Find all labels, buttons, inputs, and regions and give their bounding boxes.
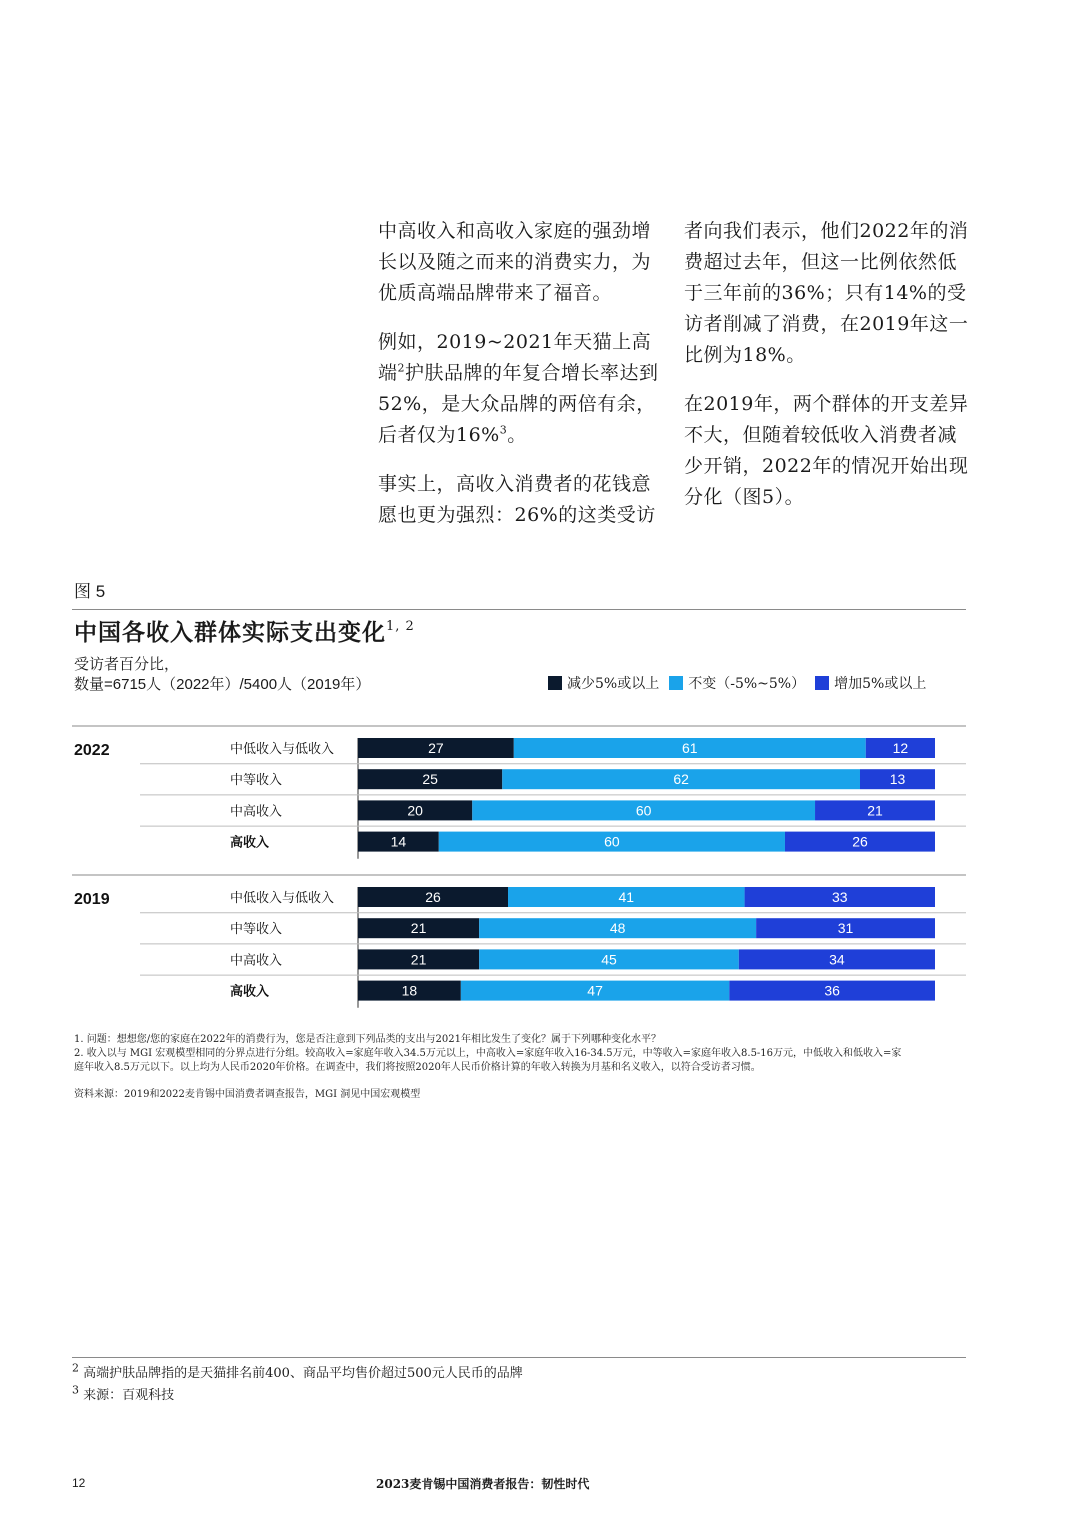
bar-value-label: 20 <box>407 802 423 819</box>
row-category-label: 中等收入 <box>230 773 283 789</box>
bar-value-label: 61 <box>681 740 698 756</box>
group-year-label: 2019 <box>74 891 110 908</box>
footnote-ref: 3 <box>499 423 508 437</box>
legend-swatch <box>548 676 562 690</box>
stacked-bar-chart <box>0 720 1080 1020</box>
bar-value-label: 45 <box>601 951 617 968</box>
row-category-label: 中低收入与低收入 <box>230 742 335 757</box>
chart-title: 中国各收入群体实际支出变化$^{1, 2}$ <box>74 619 415 646</box>
paragraph: 中高收入和高收入家庭的强劲增长以及随之而来的消费实力，为优质高端品牌带来了福音。 <box>378 220 652 304</box>
bar-value-label: 31 <box>837 920 854 937</box>
chart-source: 资料来源：2019和2022麦肯锡中国消费者调查报告，MGI 洞见中国宏观模型 <box>74 1089 421 1100</box>
chart-title-sup: 1, 2 <box>386 619 415 634</box>
bar-value-label: 60 <box>635 802 652 819</box>
footnote-3: $^3$ 来源：百观科技 <box>72 1383 175 1403</box>
row-category-label: 中高收入 <box>230 804 283 820</box>
bar-value-label: 36 <box>824 982 840 999</box>
footnote-ref: 2 <box>397 361 406 375</box>
bar-value-label: 21 <box>410 951 427 968</box>
bar-value-label: 14 <box>390 833 407 850</box>
paragraph: 者向我们表示，他们2022年的消费超过去年，但这一比例依然低于三年前的36%；只有14%的受访者削减了消费，在2019年这一比例为18%。 <box>684 220 969 366</box>
bar-value-label: 27 <box>428 740 444 756</box>
figure-top-rule <box>72 609 966 610</box>
footnote-2: $^2$ 高端护肤品牌指的是天猫排名前400、商品平均售价超过500元人民币的品牌 <box>72 1361 523 1381</box>
figure-label: 图 5 <box>74 582 106 601</box>
paragraph: 事实上，高收入消费者的花钱意愿也更为强烈：26%的这类受访 <box>378 473 656 526</box>
legend-swatch <box>669 676 683 690</box>
bar-value-label: 47 <box>587 982 603 999</box>
bar-value-label: 26 <box>425 889 441 905</box>
bar-value-label: 18 <box>401 982 418 999</box>
bar-value-label: 48 <box>609 920 626 937</box>
bar-value-label: 13 <box>889 771 906 788</box>
bar-value-label: 26 <box>852 833 868 850</box>
legend-swatch <box>815 676 829 690</box>
row-category-label: 中等收入 <box>230 922 283 938</box>
chart-sample-size: 数量=6715人（2022年）/5400人（2019年） <box>74 676 371 693</box>
row-category-label: 中低收入与低收入 <box>230 891 335 906</box>
bar-value-label: 34 <box>829 951 845 968</box>
chart-legend <box>548 673 926 693</box>
bar-value-label: 21 <box>867 802 883 819</box>
bar-value-label: 62 <box>673 771 689 788</box>
row-category-label: 高收入 <box>230 835 270 851</box>
page-number: 12 <box>72 1476 86 1490</box>
bar-value-label: 60 <box>604 833 620 850</box>
row-category-label: 高收入 <box>230 984 270 1000</box>
body-column-right <box>684 216 969 531</box>
chart-note-2: 2. 收入以与 MGI 宏观模型相同的分界点进行分组。较高收入=家庭年收入34.5万元以上，中高收入=家庭年收入16-34.5万元，中等收入=家庭年收入8.5-16万元，中低收入和低收入=家庭年收入8.5万元以下。以上均为人民币2020年价格。在调查中，我们将按照2020年人民币价格计算的年收入转换为月基和名义收入，以符合受访者习惯。 <box>74 1048 902 1073</box>
paragraph: 在2019年，两个群体的开支差异不大，但随着较低收入消费者减少开销，2022年的情况开始出现分化（图5）。 <box>684 393 969 508</box>
chart-note-1: 1. 问题：想想您/您的家庭在2022年的消费行为，您是否注意到下列品类的支出与2021年相比发生了变化？属于下列哪种变化水平？ <box>74 1034 661 1045</box>
bar-value-label: 33 <box>832 889 848 905</box>
bar-value-label: 41 <box>618 889 635 905</box>
bar-value-label: 12 <box>892 740 909 756</box>
row-category-label: 中高收入 <box>230 953 283 969</box>
paragraph: 例如，2019~2021年天猫上高端$^2$护肤品牌的年复合增长率达到52%，是大众品牌的两倍有余，后者仅为16%$^3$。 <box>378 331 659 446</box>
legend-item-increase: 增加5%或以上 <box>815 673 926 693</box>
bar-value-label: 21 <box>410 920 427 937</box>
chart-subtitle: 受访者百分比， <box>74 655 180 673</box>
footer-title: 2023麦肯锡中国消费者报告：韧性时代 <box>376 1477 590 1491</box>
footnote-rule <box>72 1357 966 1358</box>
body-column-left <box>378 216 668 549</box>
group-year-label: 2022 <box>74 742 110 759</box>
legend-item-unchanged: 不变（-5%~5%） <box>669 673 805 693</box>
bar-value-label: 25 <box>422 771 438 788</box>
legend-item-decrease: 减少5%或以上 <box>548 673 659 693</box>
